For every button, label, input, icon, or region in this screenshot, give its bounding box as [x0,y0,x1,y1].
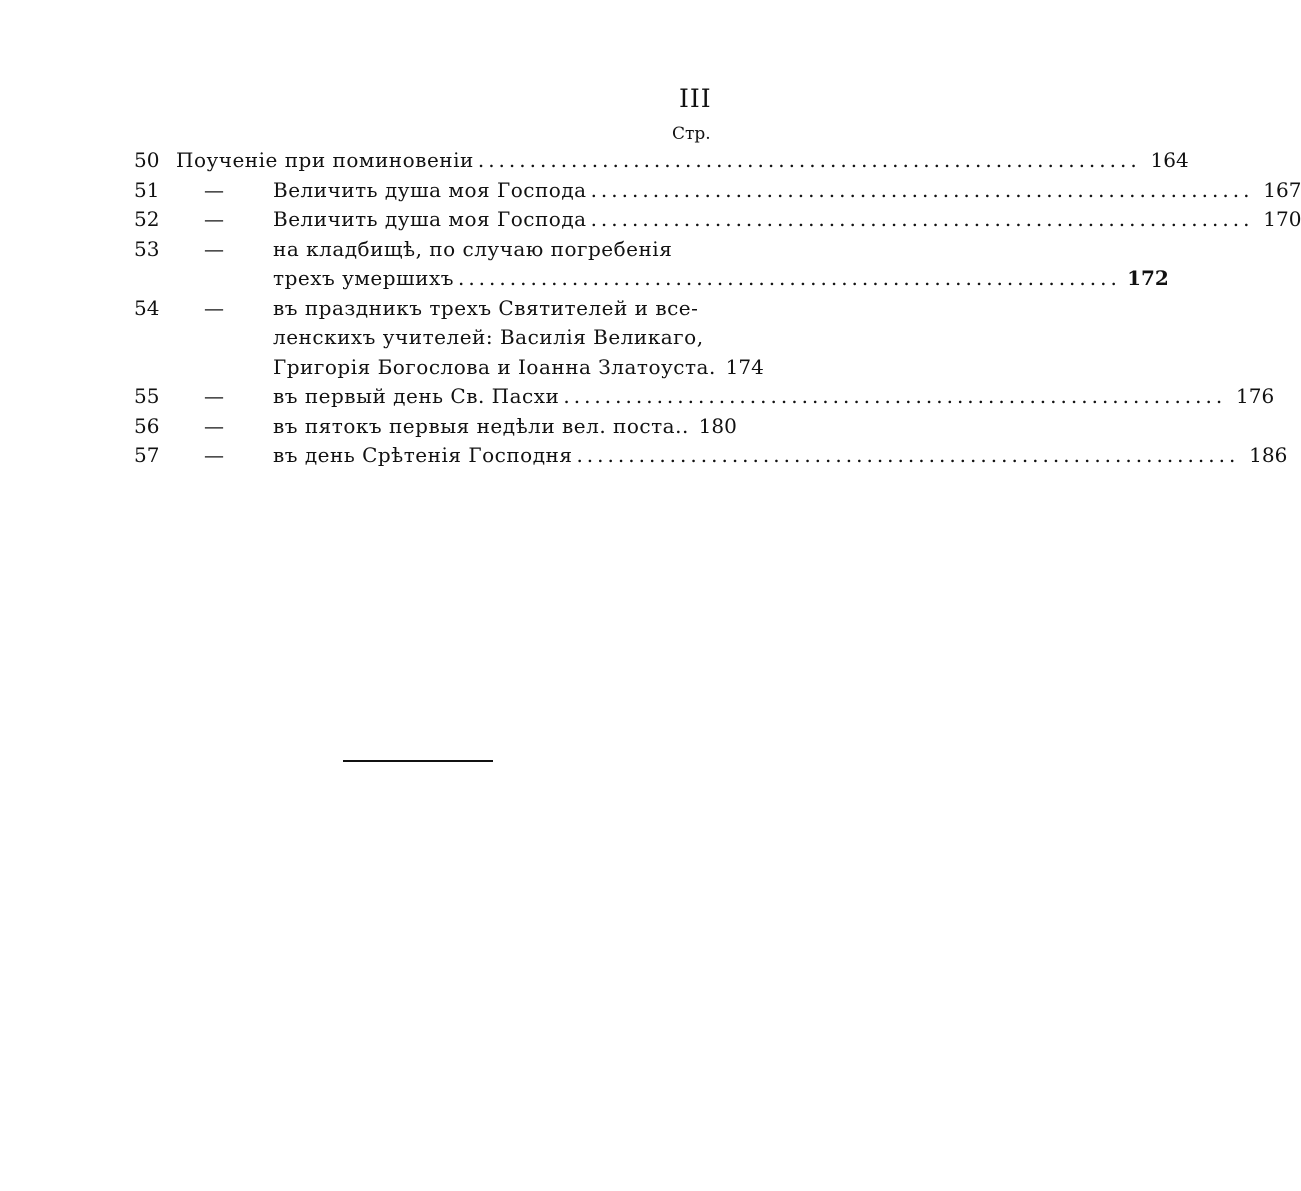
entry-number: 54 [134,295,160,320]
entry-page: 176 [1236,384,1275,408]
toc-entry-54 [134,294,706,324]
entry-title: въ первый день Св. Пасхи [273,384,560,408]
entry-title: въ праздникъ трехъ Святителей и все- [273,295,699,320]
entry-page: 167 [1263,177,1301,202]
page-column-header: Стр. [672,124,711,144]
dot-leader: ................................................................ [457,266,1121,290]
entry-page: 180 [698,413,737,438]
entry-number: 51 [134,177,160,202]
toc-entry-55 [134,382,1275,412]
page-number: III [679,84,712,113]
entry-dash: — [204,443,224,467]
entry-page: 172 [1127,266,1169,290]
entry-dash: — [204,384,224,408]
dot-leader: ................................................................ [590,177,1254,202]
toc-entry-53-continued [134,264,1169,294]
entry-title: Поученіе при поминовеніи [176,148,474,172]
entry-number: 57 [134,443,160,467]
toc-entry-57 [134,441,1288,471]
entry-number: 53 [134,236,160,261]
entry-dash: — [204,177,224,202]
dot-leader: ................................................................ [576,443,1240,467]
toc-entry-52 [134,205,1301,235]
entry-number: 55 [134,384,160,408]
toc-entry-56 [134,412,737,442]
table-of-contents [134,146,1301,471]
dot-leader: ................................................................ [477,148,1141,172]
entry-page: 174 [725,354,764,379]
entry-dash: — [204,295,224,320]
entry-title: Григорія Богослова и Іоанна Златоуста. [273,354,716,379]
entry-title: на кладбищѣ, по случаю погребенія [273,236,673,261]
toc-entry-54-continued [134,323,706,353]
dot-leader: ................................................................ [563,384,1227,408]
entry-number: 56 [134,413,160,438]
entry-title: Величить душа моя Господа [273,207,587,231]
entry-title: Величить душа моя Господа [273,177,587,202]
entry-page: 164 [1150,148,1189,172]
toc-entry-50 [134,146,1189,176]
entry-title: ленскихъ учителей: Василія Великаго, [273,325,704,349]
entry-title: трехъ умершихъ [273,266,454,290]
toc-entry-54-continued-2 [134,353,764,383]
toc-entry-51 [134,176,1301,206]
entry-dash: — [204,413,224,438]
entry-dash: — [204,236,224,261]
toc-entry-53 [134,235,706,265]
dot-leader: ................................................................ [590,207,1254,231]
section-divider-rule [343,760,493,762]
entry-number: 50 [134,148,160,172]
entry-title: въ день Срѣтенія Господня [273,443,573,467]
entry-title: въ пятокъ первыя недѣли вел. поста.. [273,413,689,438]
entry-dash: — [204,207,224,231]
entry-number: 52 [134,207,160,231]
entry-page: 186 [1249,443,1288,467]
entry-page: 170 [1263,207,1301,231]
